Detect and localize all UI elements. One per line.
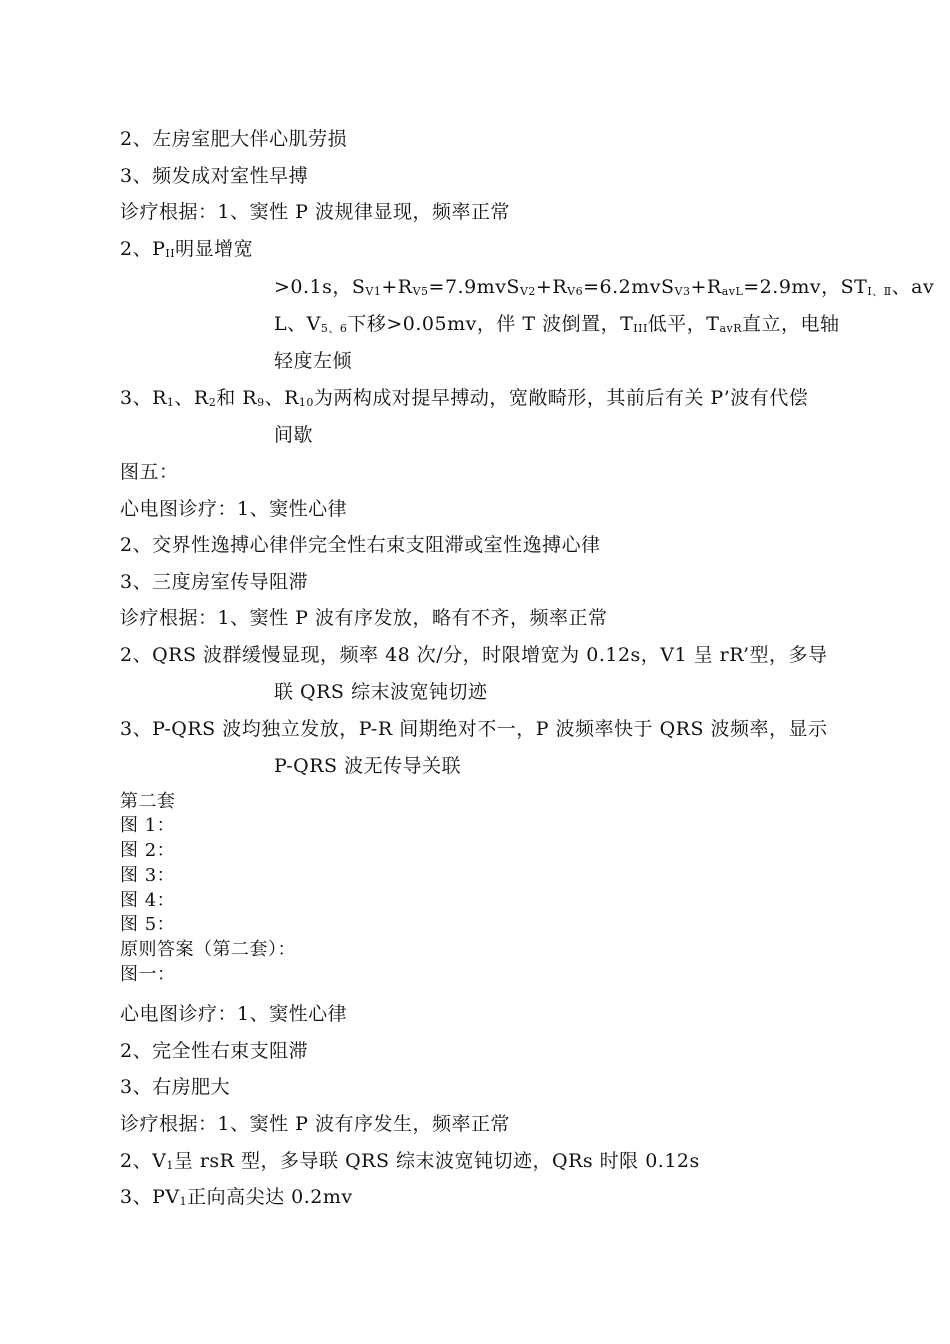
text-line: 2、左房室肥大伴心肌劳损	[120, 128, 348, 150]
text-line: 第二套	[120, 791, 176, 812]
text-line: 3、$R_1$、$R_2$和 $R_9$、$R_{10}$为两构成对提早搏动，宽敞畸形，其前后有关 P’波有代偿	[120, 387, 809, 409]
text-line: 2、完全性右束支阻滞	[120, 1040, 309, 1062]
text-line: L、$V_{5、6}$下移>0.05mv，伴 T 波倒置，$T_{III}$低平，$T_{avR}$直立，电轴	[274, 313, 840, 335]
text-line: 图 4：	[120, 890, 176, 911]
text-line: 3、P-QRS 波均独立发放，P-R 间期绝对不一，P 波频率快于 QRS 波频率，显示	[120, 718, 828, 740]
text-line: 3、频发成对室性早搏	[120, 165, 309, 187]
text-line: 3、三度房室传导阻滞	[120, 571, 309, 593]
text-line: 图五：	[120, 461, 179, 483]
text-line: 2、QRS 波群缓慢显现，频率 48 次/分，时限增宽为 0.12s，V1 呈 rR’型，多导	[120, 644, 828, 666]
text-line: 心电图诊疗：1、窦性心律	[120, 498, 348, 520]
text-line: 3、右房肥大	[120, 1076, 231, 1098]
text-line: 图 1：	[120, 815, 176, 836]
text-line: 图一：	[120, 964, 176, 985]
text-line: 2、$P_{II}$明显增宽	[120, 238, 254, 260]
text-line: 轻度左倾	[274, 350, 353, 372]
text-line: 诊疗根据：1、窦性 P 波有序发生，频率正常	[120, 1113, 510, 1135]
text-line: 3、$PV_1$正向高尖达 0.2mv	[120, 1186, 353, 1208]
text-line: 图 3：	[120, 865, 176, 886]
text-line: 诊疗根据：1、窦性 P 波有序发放，略有不齐，频率正常	[120, 607, 608, 629]
text-line: 原则答案（第二套）：	[120, 939, 296, 960]
text-line: 图 2：	[120, 840, 176, 861]
text-line: 图 5：	[120, 914, 176, 935]
text-line: 联 QRS 综末波宽钝切迹	[274, 681, 488, 703]
text-line: 2、交界性逸搏心律伴完全性右束支阻滞或室性逸搏心律	[120, 534, 601, 556]
text-line: >0.1s，$S_{V1}+R_{V5}=7.9mvS_{V2}+R_{V6}=6.2mvS_{V3}+R_{avL}=2.9mv$，$ST_{Ⅰ、Ⅱ}$、av	[274, 276, 935, 298]
text-line: 心电图诊疗：1、窦性心律	[120, 1003, 348, 1025]
text-line: 诊疗根据：1、窦性 P 波规律显现，频率正常	[120, 201, 510, 223]
text-line: P-QRS 波无传导关联	[274, 755, 462, 777]
text-line: 2、$V_1$呈 rsR 型，多导联 QRS 综末波宽钝切迹，QRs 时限 0.12s	[120, 1150, 700, 1172]
text-line: 间歇	[274, 424, 314, 446]
